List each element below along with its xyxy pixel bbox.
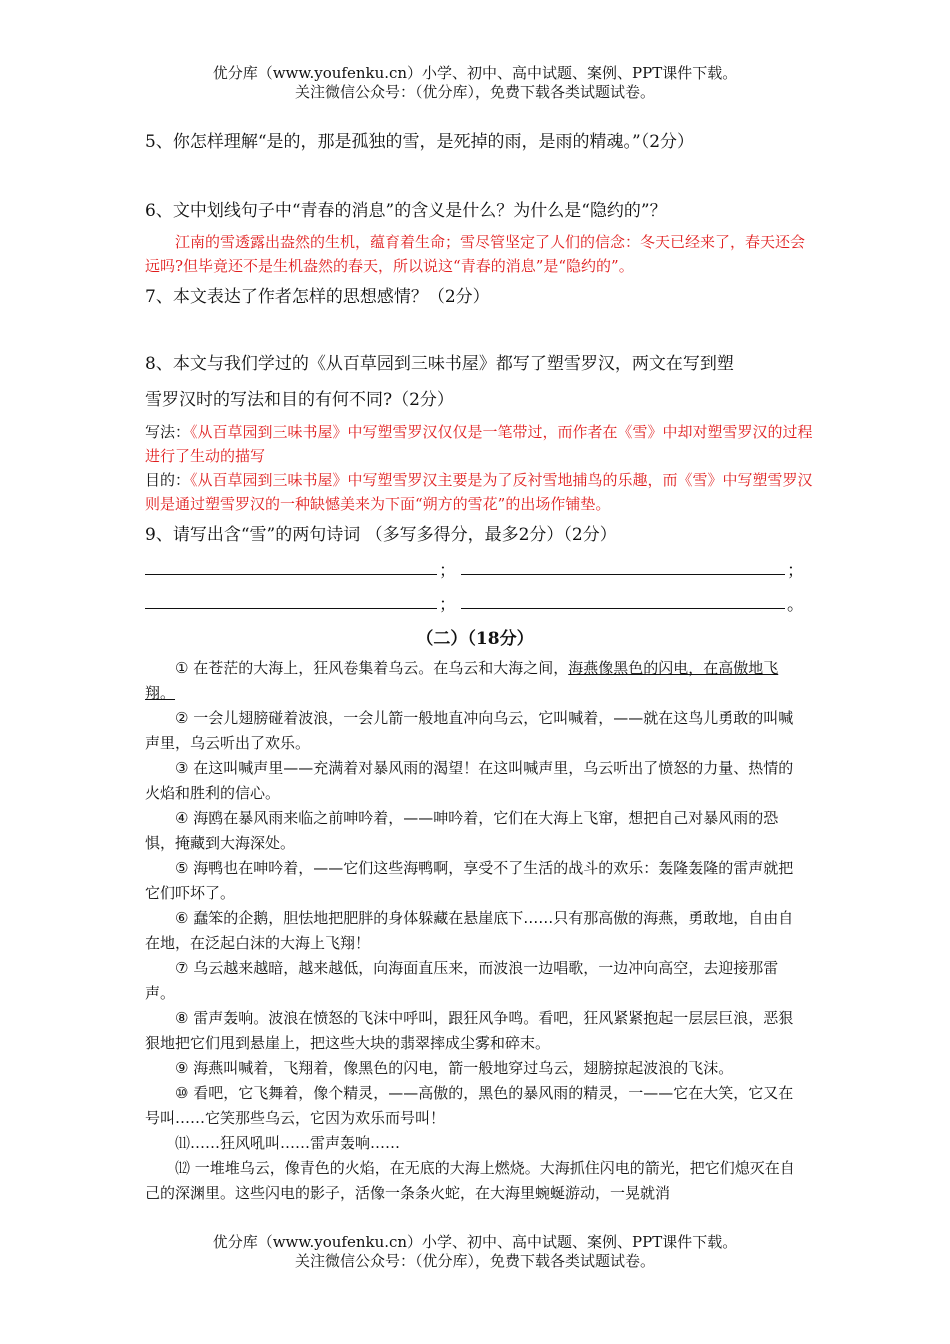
page-header — [0, 64, 950, 102]
question-7: 7、本文表达了作者怎样的思想感情？（2分） — [145, 287, 490, 307]
answer-blank-row-1 — [145, 556, 805, 581]
purpose-text: 《从百草园到三味书屋》中写塑雪罗汉主要是为了反衬雪地捕鸟的乐趣，而《雪》中写塑雪罗汉则是通过塑雪罗汉的一种缺憾美来为下面“朔方的雪花”的出场作铺垫。 — [145, 471, 813, 513]
paragraph-1-text: ① 在苍茫的大海上，狂风卷集着乌云。在乌云和大海之间， — [175, 659, 569, 677]
paragraph-11: ⑾……狂风吼叫……雷声轰响…… — [175, 1134, 401, 1152]
method-text: 《从百草园到三味书屋》中写塑雪罗汉仅仅是一笔带过，而作者在《雪》中却对塑雪罗汉的过程进行了生动的描写 — [145, 423, 813, 465]
page-footer — [0, 1233, 950, 1271]
header-line-2: 关注微信公众号：（优分库），免费下载各类试题试卷。 — [294, 83, 655, 101]
paragraph-1 — [145, 656, 805, 706]
question-5: 5、你怎样理解“是的，那是孤独的雪，是死掉的雨，是雨的精魂。”（2分） — [145, 132, 695, 152]
paragraph-12: ⑿ 一堆堆乌云，像青色的火焰，在无底的大海上燃烧。大海抓住闪电的箭光，把它们熄灭在自己的深渊里。这些闪电的影子，活像一条条火蛇，在大海里蜿蜒游动，一晃就消 — [145, 1159, 795, 1202]
answer-blank[interactable] — [145, 556, 437, 575]
separator: ； — [787, 561, 804, 581]
question-8-purpose — [145, 468, 815, 516]
question-8-method — [145, 420, 815, 468]
question-8-line-1: 8、本文与我们学过的《从百草园到三味书屋》都写了塑雪罗汉，两文在写到塑 — [145, 354, 734, 374]
paragraph-2: ② 一会儿翅膀碰着波浪，一会儿箭一般地直冲向乌云，它叫喊着，——就在这鸟儿勇敢的叫喊声里，乌云听出了欢乐。 — [145, 709, 794, 752]
separator: ； — [439, 561, 456, 581]
paragraph-10: ⑩ 看吧，它飞舞着，像个精灵，——高傲的，黑色的暴风雨的精灵，一——它在大笑，它又在号叫……它笑那些乌云，它因为欢乐而号叫！ — [145, 1084, 794, 1127]
paragraph-8: ⑧ 雷声轰响。波浪在愤怒的飞沫中呼叫，跟狂风争鸣。看吧，狂风紧紧抱起一层层巨浪，恶狠狠地把它们甩到悬崖上，把这些大块的翡翠摔成尘雾和碎末。 — [145, 1009, 794, 1052]
end-mark: 。 — [787, 595, 804, 615]
question-6-answer: 江南的雪透露出盎然的生机，蕴育着生命；雪尽管坚定了人们的信念：冬天已经来了，春天还会远吗?但毕竟还不是生机盎然的春天，所以说这“青春的消息”是“隐约的”。 — [145, 233, 806, 275]
paragraph-3: ③ 在这叫喊声里——充满着对暴风雨的渴望！在这叫喊声里，乌云听出了愤怒的力量、热情的火焰和胜利的信心。 — [145, 759, 794, 802]
section-2-title: （二）（18分） — [416, 629, 534, 649]
purpose-label: 目的： — [145, 471, 191, 489]
paragraph-4: ④ 海鸥在暴风雨来临之前呻吟着，——呻吟着，它们在大海上飞窜，想把自己对暴风雨的恐惧，掩藏到大海深处。 — [145, 809, 779, 852]
paragraph-9: ⑨ 海燕叫喊着，飞翔着，像黑色的闪电，箭一般地穿过乌云，翅膀掠起波浪的飞沫。 — [175, 1059, 734, 1077]
header-line-1: 优分库（www.youfenku.cn）小学、初中、高中试题、案例、PPT课件下载。 — [212, 64, 738, 82]
answer-blank[interactable] — [145, 590, 437, 609]
paragraph-7: ⑦ 乌云越来越暗，越来越低，向海面直压来，而波浪一边唱歌，一边冲向高空，去迎接那雷声。 — [145, 959, 779, 1002]
question-9: 9、请写出含“雪”的两句诗词 （多写多得分，最多2分）（2分） — [145, 525, 617, 545]
footer-line-1: 优分库（www.youfenku.cn）小学、初中、高中试题、案例、PPT课件下载。 — [212, 1233, 738, 1251]
answer-blank[interactable] — [461, 556, 785, 575]
question-8-line-2: 雪罗汉时的写法和目的有何不同?（2分） — [145, 390, 454, 410]
answer-blank[interactable] — [461, 590, 785, 609]
footer-line-2: 关注微信公众号：（优分库），免费下载各类试题试卷。 — [294, 1252, 655, 1270]
separator: ； — [439, 595, 456, 615]
question-6: 6、文中划线句子中“青春的消息”的含义是什么？为什么是“隐约的”？ — [145, 201, 667, 221]
underlined-sentence: 海燕像黑色的闪电，在高傲地飞翔。 — [145, 659, 779, 702]
answer-blank-row-2 — [145, 590, 805, 615]
method-label: 写法： — [145, 423, 191, 441]
paragraph-5: ⑤ 海鸭也在呻吟着，——它们这些海鸭啊，享受不了生活的战斗的欢乐：轰隆轰隆的雷声就把它们吓坏了。 — [145, 859, 794, 902]
paragraph-6: ⑥ 蠢笨的企鹅，胆怯地把肥胖的身体躲藏在悬崖底下……只有那高傲的海燕，勇敢地，自由自在地，在泛起白沫的大海上飞翔！ — [145, 909, 794, 952]
